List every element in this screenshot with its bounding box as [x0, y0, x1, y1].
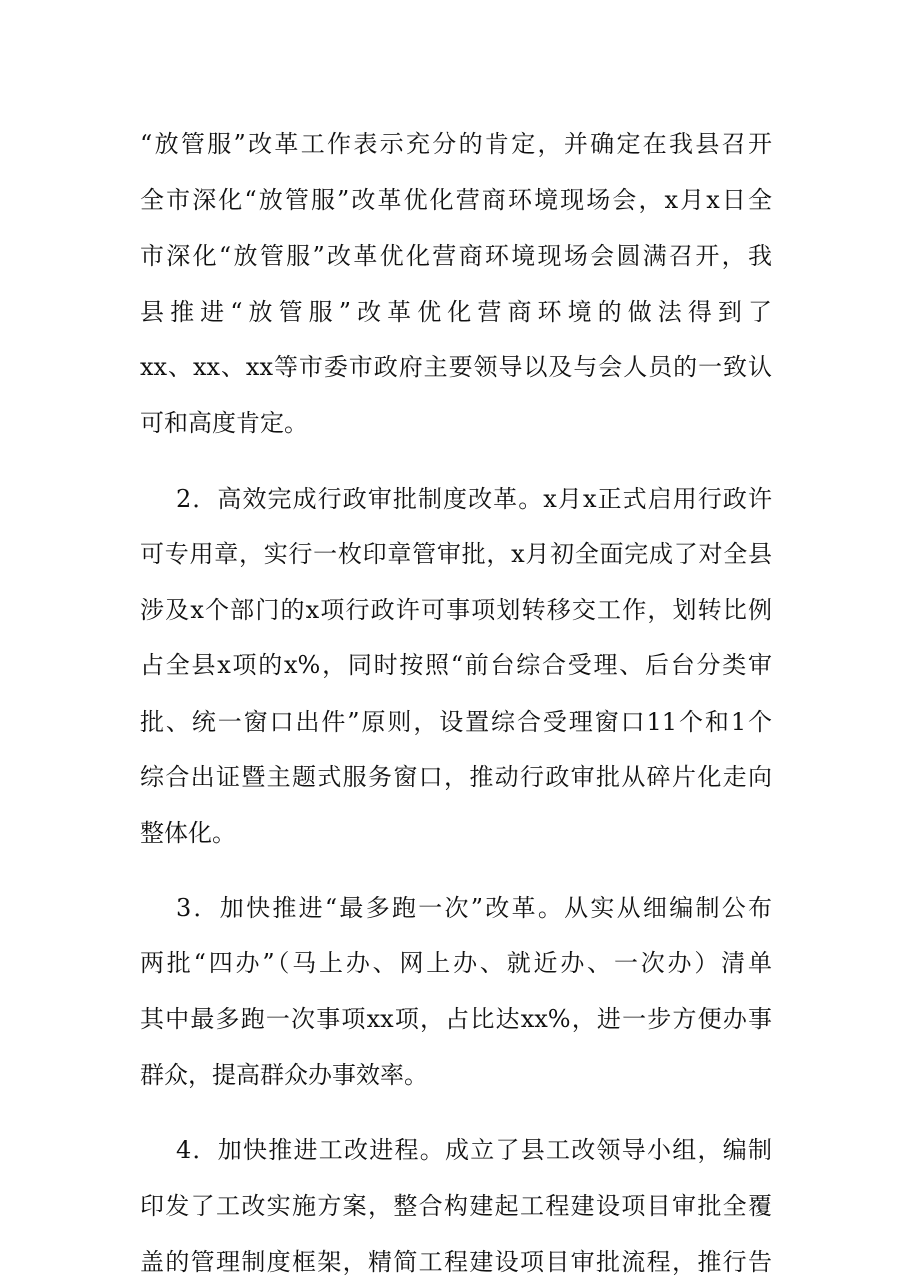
paragraph-4-heading-line: 4．加快推进工改进程。成立了县工改领导小组，编制	[176, 1136, 772, 1164]
text-line: 全市深化“放管服”改革优化营商环境现场会，x月x日全	[140, 186, 772, 214]
paragraph-3-heading-line: 3．加快推进“最多跑一次”改革。从实从细编制公布	[176, 894, 772, 922]
text-line: 其中最多跑一次事项xx项，占比达xx%，进一步方便办事	[140, 1005, 772, 1033]
text-line: 盖的管理制度框架，精简工程建设项目审批流程，推行告	[140, 1248, 772, 1276]
text-line: 整体化。	[140, 819, 236, 847]
text-line: 占全县x项的x%，同时按照“前台综合受理、后台分类审	[140, 651, 772, 679]
text-line: 批、统一窗口出件”原则，设置综合受理窗口11个和1个	[140, 708, 772, 736]
text-line: 可和高度肯定。	[140, 409, 308, 437]
text-line: xx、xx、xx等市委市政府主要领导以及与会人员的一致认	[140, 353, 772, 381]
text-line: 可专用章，实行一枚印章管审批，x月初全面完成了对全县	[140, 540, 772, 568]
text-line: 综合出证暨主题式服务窗口，推动行政审批从碎片化走向	[140, 763, 772, 791]
text-line: 两批“四办”（马上办、网上办、就近办、一次办）清单	[140, 949, 772, 977]
text-line: 涉及x个部门的x项行政许可事项划转移交工作，划转比例	[140, 596, 772, 624]
text-line: 县推进“放管服”改革优化营商环境的做法得到了	[140, 298, 772, 326]
paragraph-2-heading-line: 2．高效完成行政审批制度改革。x月x正式启用行政许	[176, 485, 772, 513]
text-line: 市深化“放管服”改革优化营商环境现场会圆满召开，我	[140, 242, 772, 270]
text-line: 印发了工改实施方案，整合构建起工程建设项目审批全覆	[140, 1192, 772, 1220]
text-line: 群众，提高群众办事效率。	[140, 1061, 428, 1089]
text-line: “放管服”改革工作表示充分的肯定，并确定在我县召开	[140, 130, 772, 158]
